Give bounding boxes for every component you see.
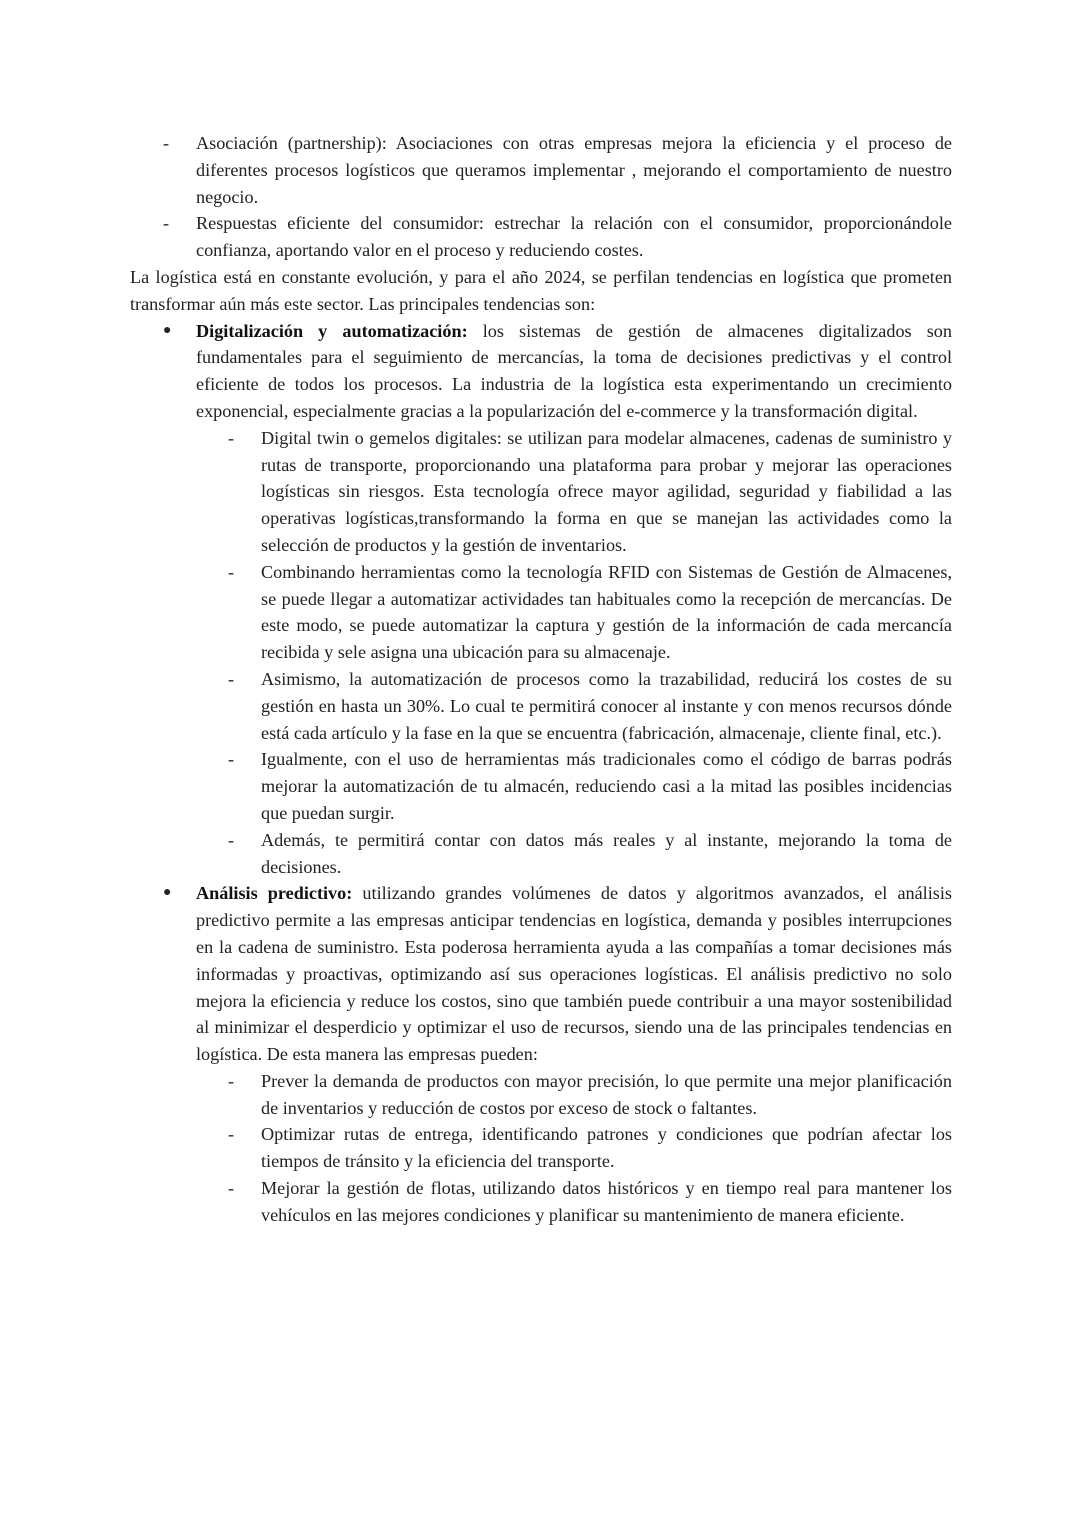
list-item-text: Asociación (partnership): Asociaciones con otras empresas mejora la eficiencia y el proceso de diferentes procesos logísticos que queramos implementar , mejorando el comportamiento de nuestro negocio. xyxy=(196,133,952,207)
sub-list-item-text: Combinando herramientas como la tecnología RFID con Sistemas de Gestión de Almacenes, se puede llegar a automatizar actividades tan habituales como la recepción de mercancías. De este modo, se puede automatizar la captura y gestión de la información de cada mercancía recibida y sele asigna una ubicación para su almacenaje. xyxy=(261,561,952,663)
sub-list-item xyxy=(130,827,952,881)
sub-list-item-text: Prever la demanda de productos con mayor precisión, lo que permite una mejor planificación de inventarios y reducción de costos por exceso de stock o faltantes. xyxy=(261,1070,952,1118)
dash-marker: - xyxy=(228,829,235,850)
sub-list-item xyxy=(130,666,952,746)
bullet-marker: ● xyxy=(163,885,172,901)
trend-item-analisis-predictivo xyxy=(130,880,952,1068)
trend-title: Digitalización y automatización: xyxy=(196,320,468,341)
trend-text: los sistemas de gestión de almacenes digitalizados son fundamentales para el seguimiento de mercancías, la toma de decisiones predictivas y el control eficiente de todos los procesos. La industria de la logística esta experimentando un crecimiento exponencial, especialmente gracias a la popularización del e-commerce y la transformación digital. xyxy=(196,320,952,421)
dash-marker: - xyxy=(228,749,235,770)
sub-list-item xyxy=(130,1121,952,1175)
sub-list-item xyxy=(130,559,952,666)
dash-marker: - xyxy=(228,427,235,448)
list-item-text: Respuestas eficiente del consumidor: estrechar la relación con el consumidor, proporcionándole confianza, aportando valor en el proceso y reduciendo costes. xyxy=(196,213,952,261)
dash-marker: - xyxy=(163,133,170,153)
dash-marker: - xyxy=(228,1070,235,1091)
sub-list-item xyxy=(130,1068,952,1122)
bullet-marker: ● xyxy=(163,322,172,338)
dash-marker: - xyxy=(228,1178,235,1199)
sub-list-item-text: Asimismo, la automatización de procesos como la trazabilidad, reducirá los costes de su gestión en hasta un 30%. Lo cual te permitirá conocer al instante y con menos recursos dónde está cada artículo y la fase en la que se encuentra (fabricación, almacenaje, cliente final, etc.). xyxy=(261,668,952,743)
document-page xyxy=(130,130,952,1229)
intro-paragraph: La logística está en constante evolución, y para el año 2024, se perfilan tendencias en logística que prometen transformar aún más este sector. Las principales tendencias son: xyxy=(130,266,952,314)
sub-list-item xyxy=(130,746,952,826)
sub-list-item xyxy=(130,1175,952,1229)
list-item xyxy=(130,210,952,264)
sub-list-item xyxy=(130,425,952,559)
sub-list-item-text: Optimizar rutas de entrega, identificando patrones y condiciones que podrían afectar los tiempos de tránsito y la eficiencia del transporte. xyxy=(261,1124,952,1172)
dash-marker: - xyxy=(228,561,235,582)
dash-marker: - xyxy=(228,668,235,689)
trend-text: utilizando grandes volúmenes de datos y algoritmos avanzados, el análisis predictivo permite a las empresas anticipar tendencias en logística, demanda y posibles interrupciones en la cadena de suministro. Esta poderosa herramienta ayuda a las compañías a tomar decisiones más informadas y proactivas, optimizando así sus operaciones logísticas. El análisis predictivo no solo mejora la eficiencia y reduce los costos, sino que también puede contribuir a una mayor sostenibilidad al minimizar el desperdicio y optimizar el uso de recursos, siendo una de las principales tendencias en logística. De esta manera las empresas pueden: xyxy=(196,883,952,1065)
sub-list-item-text: Además, te permitirá contar con datos más reales y al instante, mejorando la toma de decisiones. xyxy=(261,829,952,877)
list-item xyxy=(130,130,952,210)
sub-list-item-text: Digital twin o gemelos digitales: se utilizan para modelar almacenes, cadenas de suministro y rutas de transporte, proporcionando una plataforma para probar y mejorar las operaciones logísticas sin riesgos. Esta tecnología ofrece mayor agilidad, seguridad y fiabilidad a las operativas logísticas,transformando la forma en que se manejan las actividades como la selección de productos y la gestión de inventarios. xyxy=(261,427,952,555)
sub-list-item-text: Igualmente, con el uso de herramientas más tradicionales como el código de barras podrás mejorar la automatización de tu almacén, reduciendo casi a la mitad las posibles incidencias que puedan surgir. xyxy=(261,749,952,823)
dash-marker: - xyxy=(228,1124,235,1145)
trend-title: Análisis predictivo: xyxy=(196,883,353,904)
dash-marker: - xyxy=(163,213,170,234)
trend-item-digitalizacion xyxy=(130,318,952,425)
sub-list-item-text: Mejorar la gestión de flotas, utilizando datos históricos y en tiempo real para mantener los vehículos en las mejores condiciones y planificar su mantenimiento de manera eficiente. xyxy=(261,1178,952,1225)
